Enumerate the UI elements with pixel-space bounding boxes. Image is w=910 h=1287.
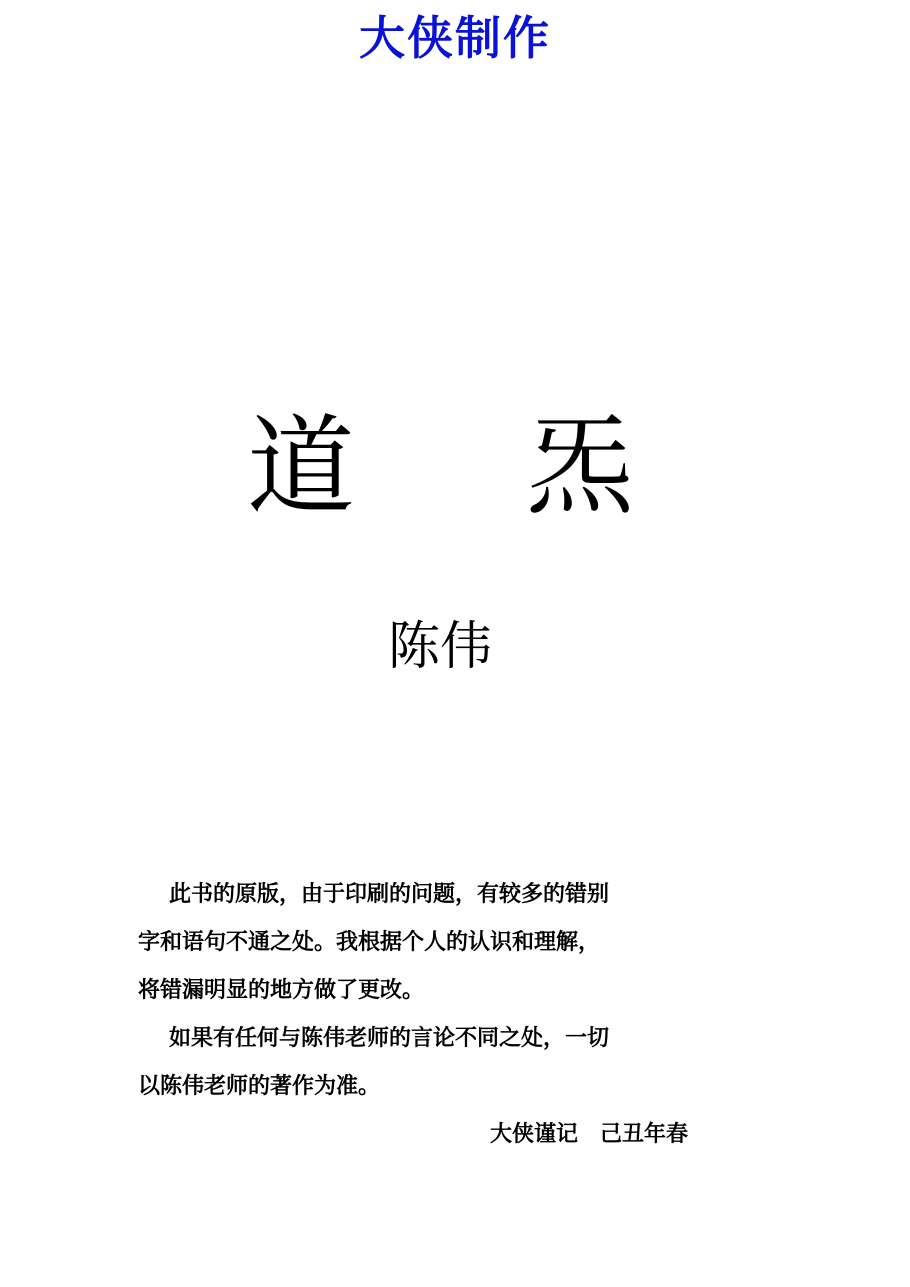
header-banner: 大侠制作 — [359, 11, 551, 65]
note-signature: 大侠谨记 己丑年春 — [490, 1122, 689, 1147]
author-name: 陈伟 — [387, 617, 492, 677]
title-char-1: 道 — [247, 405, 356, 530]
note-line-5: 以陈伟老师的著作为准。 — [138, 1074, 381, 1099]
note-line-3: 将错漏明显的地方做了更改。 — [138, 978, 425, 1003]
note-line-4: 如果有任何与陈伟老师的言论不同之处，一切 — [169, 1026, 610, 1051]
book-title — [0, 398, 910, 538]
note-line-2: 字和语句不通之处。我根据个人的认识和理解， — [138, 930, 601, 955]
title-char-2: 炁 — [526, 405, 635, 530]
note-line-1: 此书的原版，由于印刷的问题，有较多的错别 — [169, 882, 610, 907]
